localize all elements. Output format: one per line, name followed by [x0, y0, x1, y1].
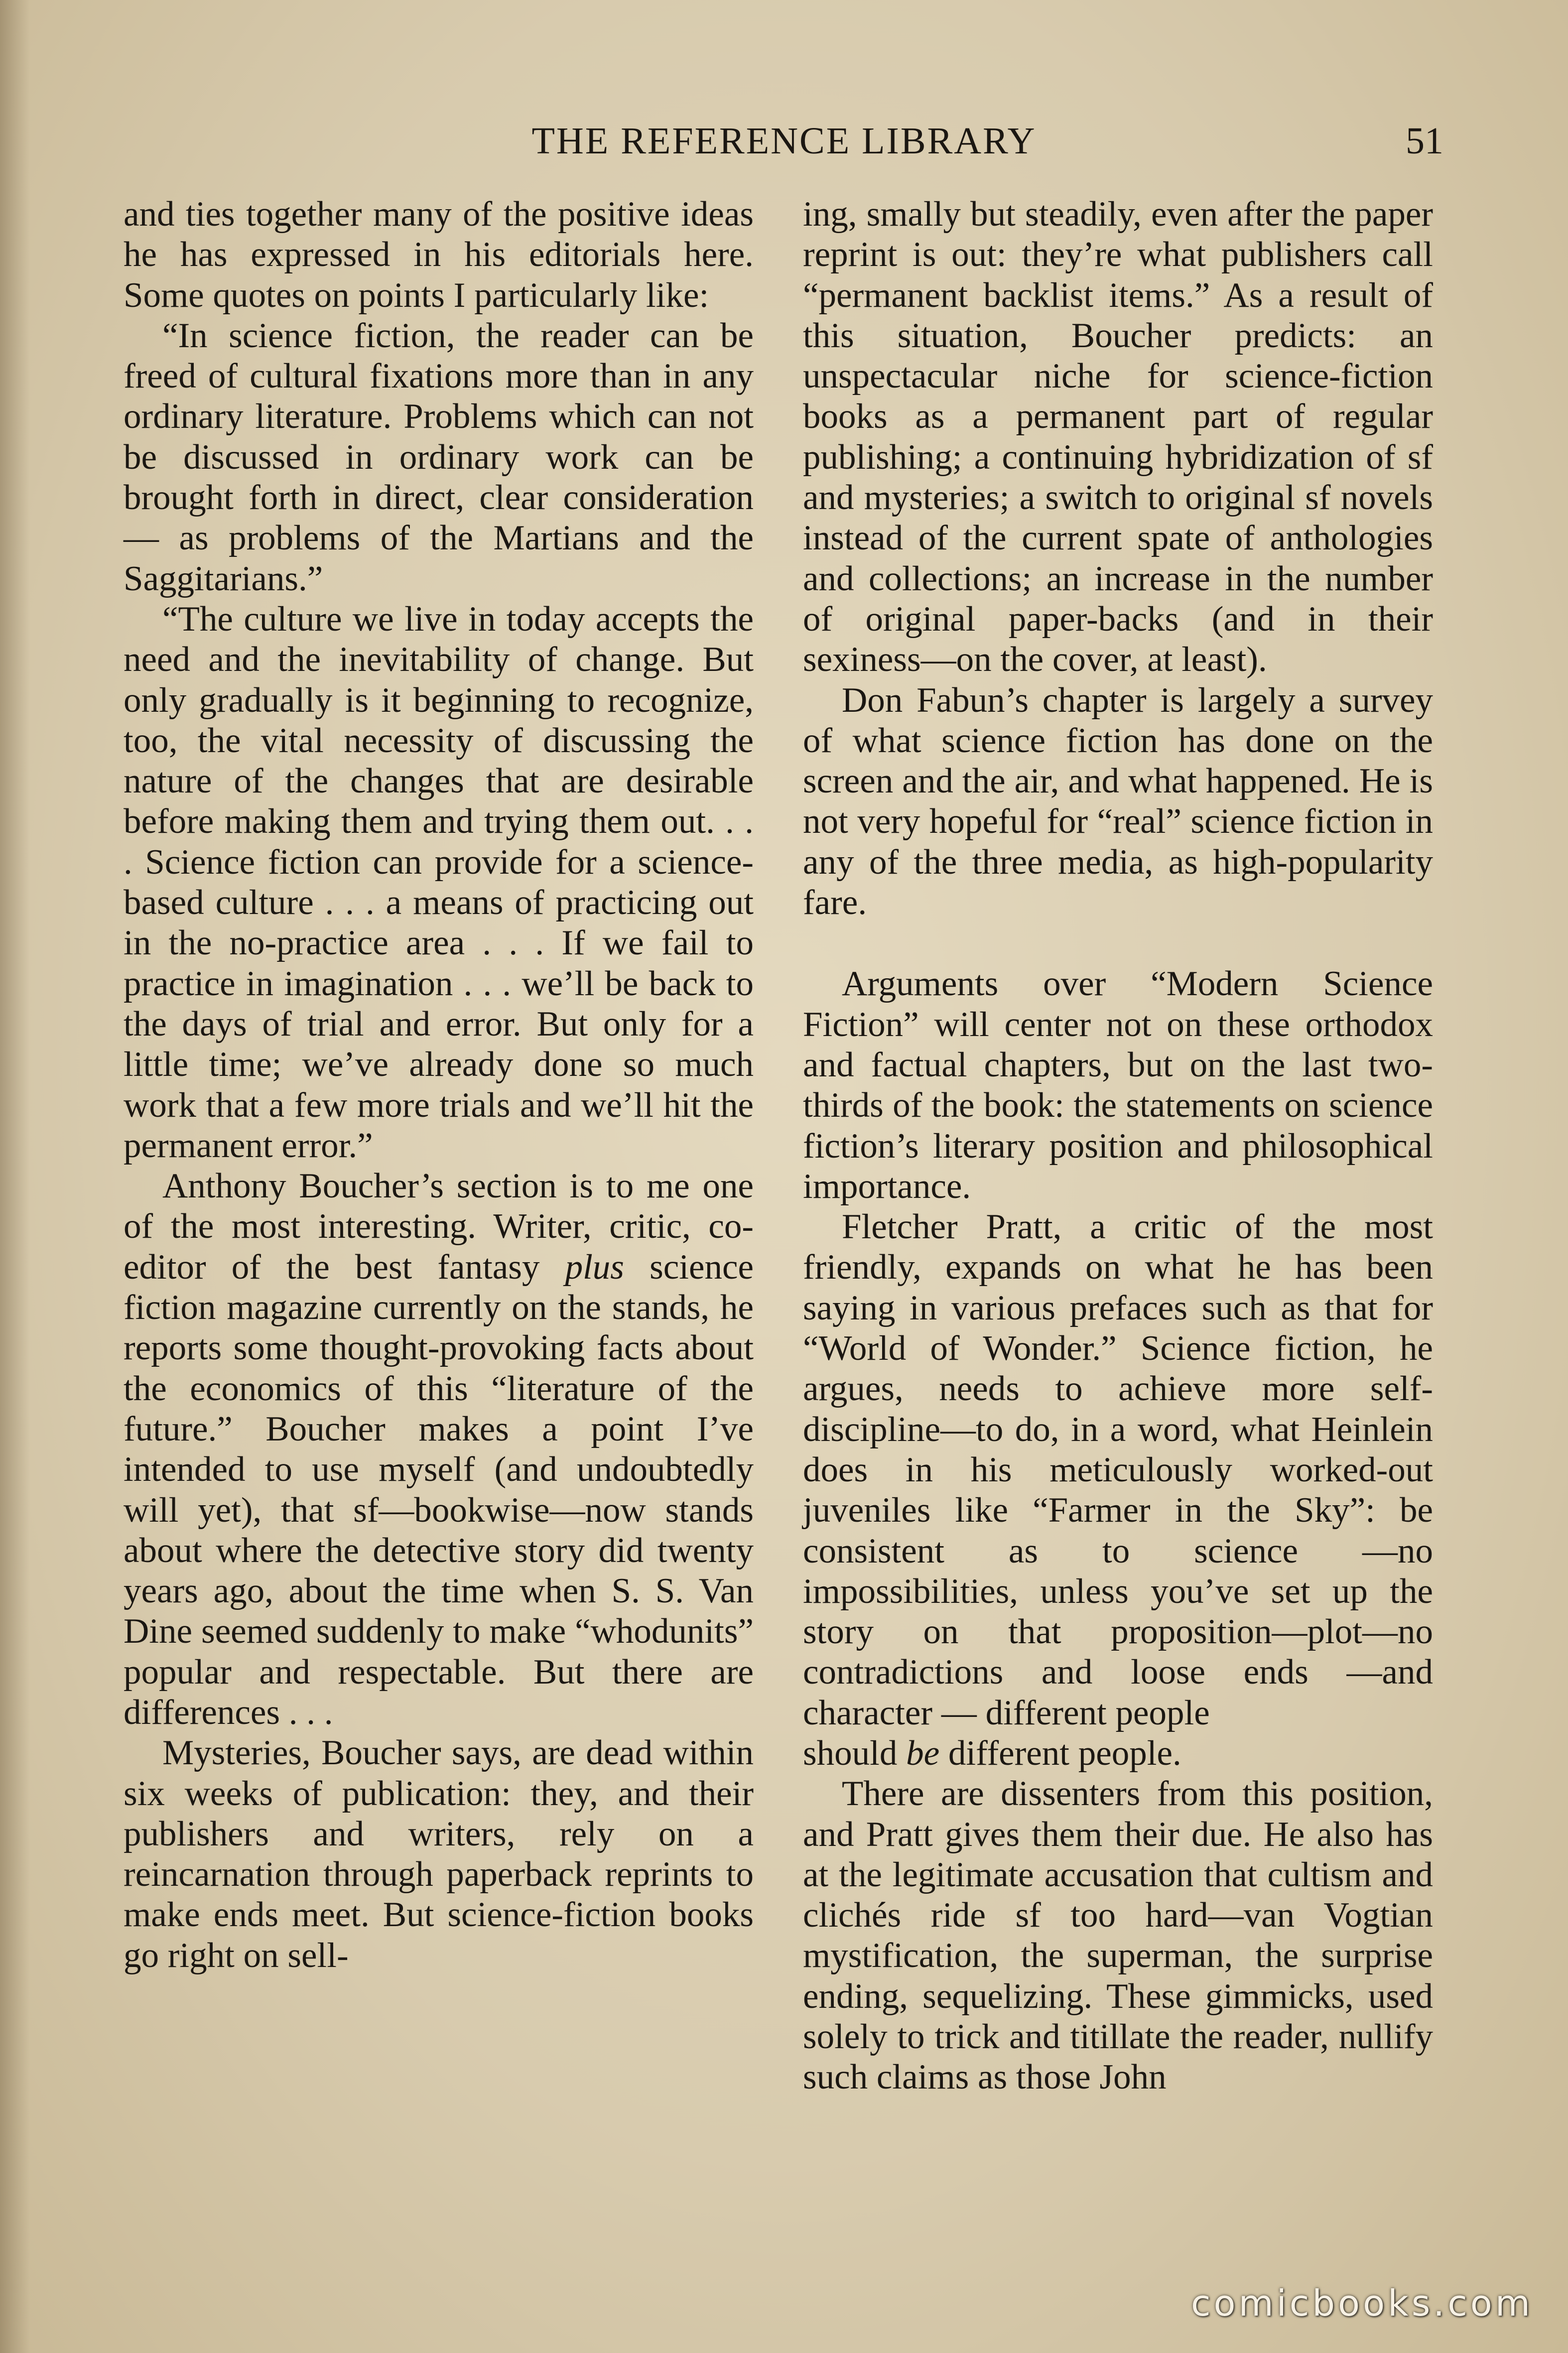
text-run: different people.: [939, 1733, 1181, 1773]
watermark: comicbooks.com: [1190, 2282, 1533, 2324]
paragraph: Arguments over “Modern Science Fiction” will center not on these orthodox and factual chapters, but on the last two-thirds of the book: the statements on science fiction’s literary position and philosophical importance.: [803, 964, 1433, 1206]
running-header: [125, 120, 1443, 174]
right-column: [803, 194, 1433, 2098]
paragraph: Don Fabun’s chapter is largely a survey of what science fiction has done on the screen and the air, and what happened. He is not very hopeful for “real” science fiction in any of the three media, as high-popularity fare.: [803, 680, 1433, 922]
spine-shadow: [0, 0, 30, 2353]
running-title: THE REFERENCE LIBRARY: [531, 120, 1037, 162]
text-run: should: [803, 1733, 907, 1773]
paragraph: [803, 1733, 1433, 1774]
italic-text: be: [906, 1733, 940, 1773]
paragraph: “In science fiction, the reader can be freed of cultural fixations more than in any ordinary literature. Problems which can not be discussed in ordinary work can be brought forth in direct, clear consideration — as problems of the Martians and the Saggitarians.”: [124, 316, 754, 598]
text-run: Anthony Boucher’s section is to me one of the most interesting. Writer, critic, co-editor of the best fantasy: [124, 1167, 754, 1287]
paragraph: and ties together many of the positive ideas he has expressed in his editorials here. Some quotes on points I particularly like:: [124, 195, 754, 315]
paragraph: Fletcher Pratt, a critic of the most friendly, expands on what he has been saying in various prefaces such as that for “World of Wonder.” Science fiction, he argues, needs to achieve more self-discipline—to do, in a word, what Heinlein does in his meticulously worked-out juveniles like “Farmer in the Sky”: be consistent as to science —no impossibilities, unless you’ve set up the story on that proposition—plot—no contradictions and loose ends —and character — different people: [803, 1207, 1433, 1732]
italic-text: plus: [565, 1247, 624, 1287]
paragraph: “The culture we live in today accepts the need and the inevitability of change. But only gradually is it beginning to recognize, too, the vital necessity of discussing the nature of the changes that are desirable before making them and trying them out. . . . Science fiction can provide for a science-based culture . . . a means of practicing out in the no-practice area . . . If we fail to practice in imagination . . . we’ll be back to the days of trial and error. But only for a little time; we’ve already done so much work that a few more trials and we’ll hit the permanent error.”: [124, 599, 754, 1165]
paragraph: [124, 1166, 754, 1733]
left-column: [124, 194, 754, 1976]
page-number: 51: [1406, 120, 1443, 162]
text-run: science fiction magazine currently on the stands, he reports some thought-provoking facts about the economics of this “literature of the future.” Boucher makes a point I’ve intended to use myself (and undoubtedly will yet), that sf—bookwise—now stands about where the detective story did twenty years ago, about the time when S. S. Van Dine seemed suddenly to make “whodunits” popular and respectable. But there are differences . . .: [124, 1247, 754, 1732]
paragraph: ing, smally but steadily, even after the paper reprint is out: they’re what publishers call “permanent backlist items.” As a result of this situation, Boucher predicts: an unspectacular niche for science-fiction books as a permanent part of regular publishing; a continuing hybridization of sf and mysteries; a switch to original sf novels instead of the current spate of anthologies and collections; an increase in the number of original paper-backs (and in their sexiness—on the cover, at least).: [803, 195, 1433, 679]
paragraph: Mysteries, Boucher says, are dead within six weeks of publication: they, and their publishers and writers, rely on a reincarnation through paperback reprints to make ends meet. But science-fiction books go right on sell-: [124, 1733, 754, 1975]
paragraph: There are dissenters from this position, and Pratt gives them their due. He also has at the legitimate accusation that cultism and clichés ride sf too hard—van Vogtian mystification, the superman, the surprise ending, sequelizing. These gimmicks, used solely to trick and titillate the reader, nullify such claims as those John: [803, 1774, 1433, 2097]
